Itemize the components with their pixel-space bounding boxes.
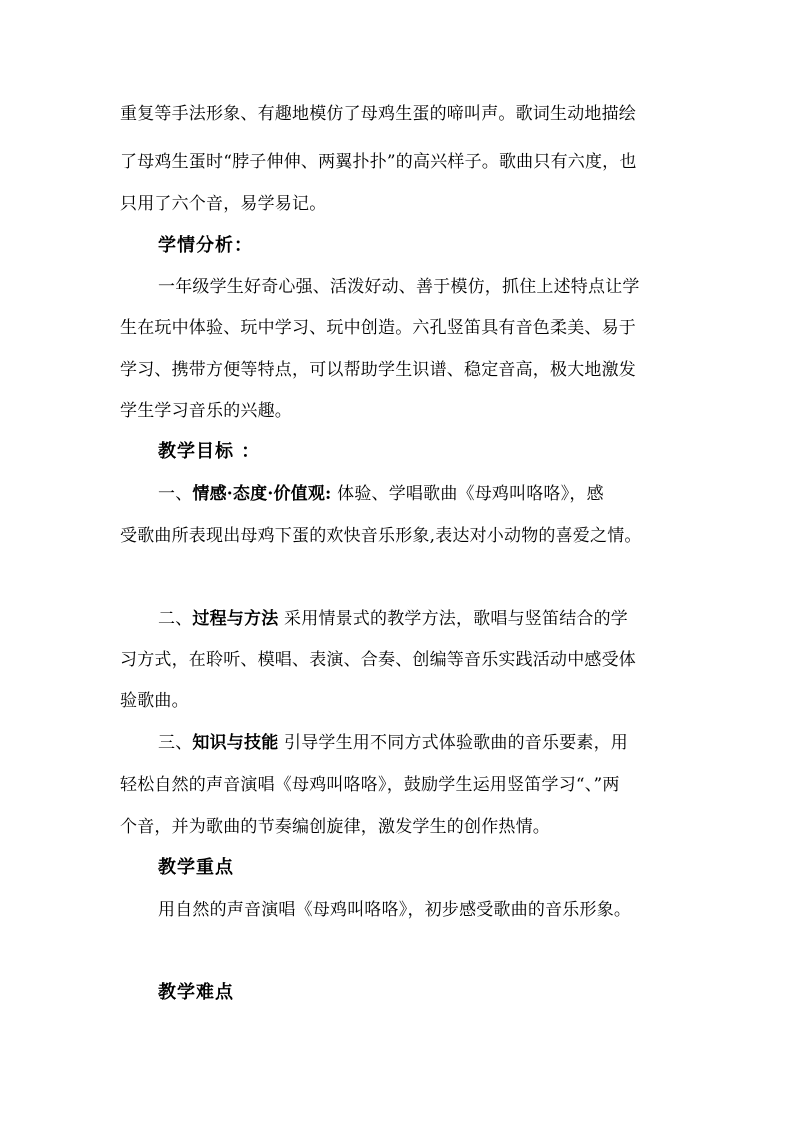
goal-3-label: 知识与技能 — [192, 733, 279, 753]
intro-line-2: 了母鸡生蛋时“脖子伸伸、两翼扑扑”的高兴样子。歌曲只有六度，也 — [120, 152, 637, 172]
goal-2-line-1 — [158, 609, 628, 629]
goal-3-number: 三、 — [158, 733, 193, 753]
goal-2-text-1: 采用情景式的教学方法，歌唱与竖笛结合的学 — [278, 609, 629, 629]
goal-1-label: 情感·态度·价值观: — [192, 484, 332, 504]
goal-2-line-3: 验歌曲。 — [120, 691, 189, 711]
key-points-heading: 教学重点 — [158, 857, 234, 878]
key-points-text: 用自然的声音演唱《母鸡叫咯咯》，初步感受歌曲的音乐形象。 — [158, 900, 632, 920]
goal-3-text-1: 引导学生用不同方式体验歌曲的音乐要素，用 — [278, 733, 629, 753]
student-analysis-line-3: 学习、携带方便等特点，可以帮助学生识谱、稳定音高，极大地激发 — [120, 360, 636, 380]
goal-3-line-2: 轻松自然的声音演唱《母鸡叫咯咯》，鼓励学生运用竖笛学习“、”两 — [120, 775, 620, 795]
goal-2-line-2: 习方式，在聆听、模唱、表演、合奏、创编等音乐实践活动中感受体 — [120, 650, 636, 670]
goal-2-number: 二、 — [158, 609, 193, 629]
student-analysis-line-2: 生在玩中体验、玩中学习、玩中创造。六孔竖笛具有音色柔美、易于 — [120, 318, 636, 338]
goal-1-number: 一、 — [158, 484, 193, 504]
difficulties-heading: 教学难点 — [158, 982, 234, 1003]
goal-1-line-2: 受歌曲所表现出母鸡下蛋的欢快音乐形象,表达对小动物的喜爱之情。 — [120, 526, 642, 546]
intro-line-3: 只用了六个音，易学易记。 — [120, 194, 327, 214]
goal-1-text-1: 体验、学唱歌曲《母鸡叫咯咯》，感 — [331, 484, 604, 504]
teaching-goals-heading: 教学目标 ： — [158, 441, 261, 462]
goal-3-line-3: 个音，并为歌曲的节奏编创旋律，激发学生的创作热情。 — [120, 817, 550, 837]
student-analysis-line-4: 学生学习音乐的兴趣。 — [120, 401, 292, 421]
goal-1-line-1 — [158, 484, 604, 504]
goal-2-label: 过程与方法 — [192, 609, 279, 629]
student-analysis-heading: 学情分析： — [158, 235, 253, 256]
student-analysis-line-1: 一年级学生好奇心强、活泼好动、善于模仿，抓住上述特点让学 — [158, 277, 640, 297]
goal-3-line-1 — [158, 733, 628, 753]
intro-line-1: 重复等手法形象、有趣地模仿了母鸡生蛋的啼叫声。歌词生动地描绘 — [120, 104, 636, 124]
